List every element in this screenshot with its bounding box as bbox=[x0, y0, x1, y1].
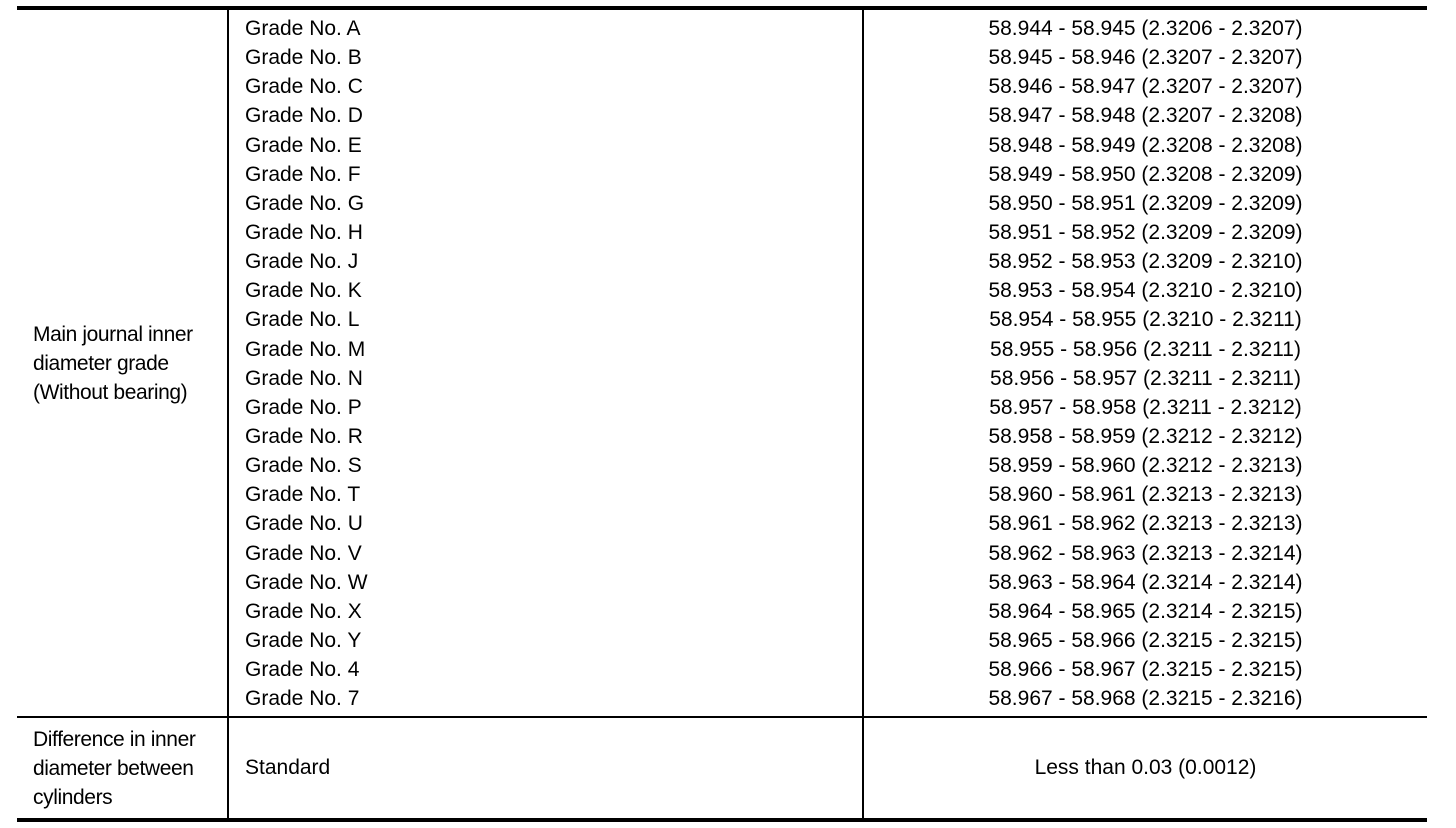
grade-value-cell: 58.944 - 58.945 (2.3206 - 2.3207) bbox=[988, 17, 1303, 40]
grade-value-list bbox=[864, 14, 1427, 713]
grade-name-cell: Grade No. C bbox=[245, 75, 363, 99]
column-divider bbox=[227, 718, 229, 818]
label-line: diameter grade bbox=[33, 351, 169, 375]
grade-name-cell: Grade No. D bbox=[245, 104, 363, 128]
grade-name-cell: Grade No. X bbox=[245, 599, 362, 623]
grade-name-cell: Grade No. K bbox=[245, 279, 362, 303]
grade-value-cell: 58.956 - 58.957 (2.3211 - 2.3211) bbox=[990, 366, 1301, 390]
label-line: (Without bearing) bbox=[33, 380, 188, 404]
grade-name-cell: Grade No. Y bbox=[245, 628, 362, 652]
grade-value-cell: 58.950 - 58.951 (2.3209 - 2.3209) bbox=[988, 191, 1303, 215]
grade-name-cell: Grade No. T bbox=[245, 483, 361, 507]
grade-name-list bbox=[245, 14, 845, 713]
grade-value-cell: 58.962 - 58.963 (2.3213 - 2.3214) bbox=[988, 541, 1303, 565]
grade-value-cell: 58.947 - 58.948 (2.3207 - 2.3208) bbox=[988, 104, 1303, 128]
grades-section bbox=[17, 10, 1427, 718]
difference-value: Less than 0.03 (0.0012) bbox=[1034, 756, 1257, 779]
grade-name-cell: Grade No. V bbox=[245, 541, 362, 565]
grade-name-cell: Grade No. A bbox=[245, 17, 361, 40]
grade-name-cell: Grade No. F bbox=[245, 162, 361, 186]
grade-value-cell: 58.955 - 58.956 (2.3211 - 2.3211) bbox=[990, 337, 1301, 361]
grade-value-cell: 58.951 - 58.952 (2.3209 - 2.3209) bbox=[988, 220, 1303, 244]
grade-value-cell: 58.958 - 58.959 (2.3212 - 2.3212) bbox=[988, 424, 1303, 448]
grade-name-cell: Grade No. L bbox=[245, 308, 360, 332]
grades-section-label bbox=[17, 10, 227, 716]
label-line: diameter between bbox=[33, 756, 194, 780]
difference-section bbox=[17, 718, 1427, 818]
label-line: Main journal inner bbox=[33, 322, 193, 346]
grade-value-cell: 58.948 - 58.949 (2.3208 - 2.3208) bbox=[988, 133, 1303, 157]
grade-value-cell: 58.957 - 58.958 (2.3211 - 2.3212) bbox=[989, 395, 1302, 419]
label-line: cylinders bbox=[33, 785, 113, 809]
grade-name-cell: Grade No. W bbox=[245, 570, 368, 594]
grade-value-cell: 58.954 - 58.955 (2.3210 - 2.3211) bbox=[989, 308, 1302, 332]
grade-value-cell: 58.953 - 58.954 (2.3210 - 2.3210) bbox=[988, 279, 1303, 303]
grade-value-cell: 58.945 - 58.946 (2.3207 - 2.3207) bbox=[988, 46, 1303, 70]
grade-name-cell: Grade No. U bbox=[245, 512, 363, 536]
grade-name-cell: Grade No. R bbox=[245, 424, 363, 448]
grade-value-cell: 58.963 - 58.964 (2.3214 - 2.3214) bbox=[988, 570, 1303, 594]
grade-name-cell: Grade No. H bbox=[245, 220, 363, 244]
grade-value-cell: 58.960 - 58.961 (2.3213 - 2.3213) bbox=[988, 483, 1303, 507]
grade-value-cell: 58.965 - 58.966 (2.3215 - 2.3215) bbox=[988, 628, 1303, 652]
grade-name-cell: Grade No. 4 bbox=[245, 658, 360, 682]
grade-name-cell: Grade No. 7 bbox=[245, 687, 360, 711]
grade-name-cell: Grade No. E bbox=[245, 133, 362, 157]
column-divider bbox=[227, 10, 229, 716]
grade-value-cell: 58.952 - 58.953 (2.3209 - 2.3210) bbox=[988, 250, 1303, 274]
grade-name-cell: Grade No. S bbox=[245, 454, 362, 478]
grade-value-cell: 58.959 - 58.960 (2.3212 - 2.3213) bbox=[988, 454, 1303, 478]
grade-name-cell: Grade No. G bbox=[245, 191, 365, 215]
grade-name-cell: Grade No. N bbox=[245, 366, 363, 390]
grade-value-cell: 58.964 - 58.965 (2.3214 - 2.3215) bbox=[988, 599, 1303, 623]
grade-value-cell: 58.967 - 58.968 (2.3215 - 2.3216) bbox=[988, 687, 1303, 711]
grade-name-cell: Grade No. J bbox=[245, 250, 359, 274]
grade-value-cell: 58.961 - 58.962 (2.3213 - 2.3213) bbox=[988, 512, 1303, 536]
label-line: Difference in inner bbox=[33, 727, 196, 751]
grade-name-cell: Grade No. P bbox=[245, 395, 362, 419]
grade-name-cell: Grade No. B bbox=[245, 46, 362, 70]
grade-name-cell: Grade No. M bbox=[245, 337, 366, 361]
difference-condition: Standard bbox=[245, 756, 331, 779]
spec-table bbox=[17, 6, 1427, 822]
difference-section-label bbox=[17, 718, 227, 818]
grade-value-cell: 58.966 - 58.967 (2.3215 - 2.3215) bbox=[988, 658, 1303, 682]
grade-value-cell: 58.946 - 58.947 (2.3207 - 2.3207) bbox=[988, 75, 1303, 99]
grade-value-cell: 58.949 - 58.950 (2.3208 - 2.3209) bbox=[988, 162, 1303, 186]
